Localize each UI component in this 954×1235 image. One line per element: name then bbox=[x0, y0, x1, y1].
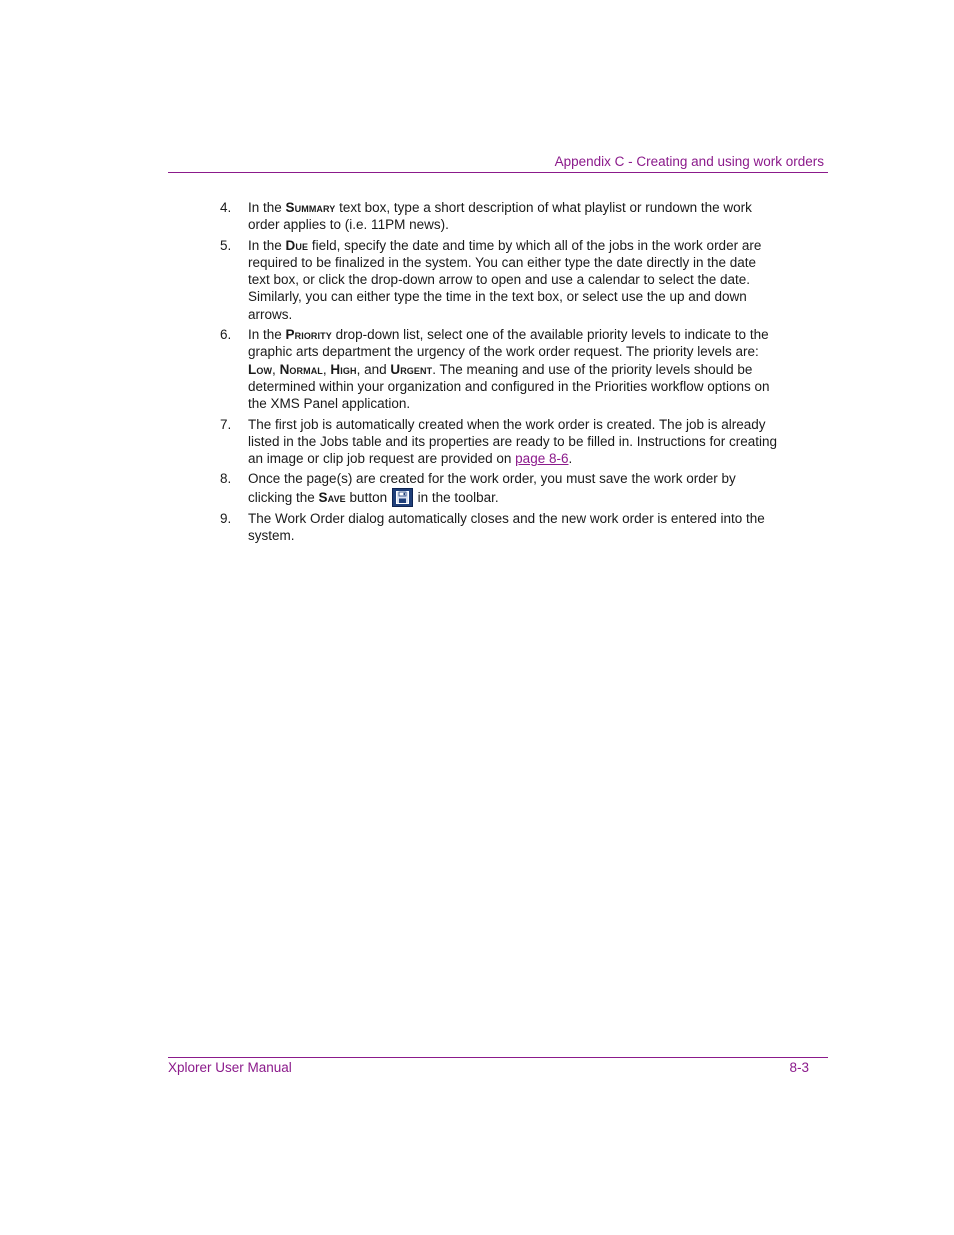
step-number: 4. bbox=[220, 200, 232, 215]
step-text: , bbox=[272, 361, 280, 377]
priority-normal: Normal bbox=[279, 361, 323, 377]
step-text: . The meaning and use of the priority levels should be determined within your organization and configured in the Priorities workflow options on the XMS Panel application. bbox=[248, 361, 770, 412]
running-header: Appendix C - Creating and using work orders bbox=[554, 154, 824, 169]
step-number: 7. bbox=[220, 416, 232, 432]
step-text: , and bbox=[356, 361, 391, 377]
priority-low: Low bbox=[248, 361, 273, 377]
step-text: in the toolbar. bbox=[413, 489, 499, 505]
instruction-steps bbox=[220, 199, 780, 547]
step-text: In the bbox=[248, 200, 286, 215]
step-number: 8. bbox=[220, 471, 232, 487]
step-text: drop-down list, select one of the available priority levels to indicate to the graphic arts department the urgency of the work order request. The priority levels are: bbox=[248, 327, 769, 360]
step-8 bbox=[220, 470, 780, 506]
step-text: , bbox=[322, 361, 331, 377]
step-number: 6. bbox=[220, 327, 232, 343]
step-text: field, specify the date and time by which all of the jobs in the work order are required to be finalized in the system. You can either type the date directly in the date text box, or click the drop-down arrow to open and use a calendar to select the date. Similarly, you can either type the time in the text box, or select use the up and down arrows. bbox=[248, 237, 762, 322]
step-text: text box, type a short description of what playlist or rundown the work order applies to (i.e. 11PM news). bbox=[248, 200, 752, 233]
footer-rule bbox=[168, 1057, 828, 1058]
priority-high: High bbox=[330, 361, 357, 377]
step-9 bbox=[220, 510, 780, 545]
page-link[interactable]: page 8-6 bbox=[515, 451, 569, 467]
header-rule bbox=[168, 172, 828, 173]
ui-term-summary: Summary bbox=[285, 200, 336, 215]
save-icon bbox=[392, 488, 413, 507]
step-text: In the bbox=[248, 327, 286, 343]
step-text: In the bbox=[248, 237, 286, 253]
step-text: . bbox=[568, 451, 573, 467]
step-text: Once the page(s) are created for the work order, you must save the work order by clicking the bbox=[248, 471, 736, 505]
step-6 bbox=[220, 326, 780, 412]
step-number: 9. bbox=[220, 510, 232, 526]
step-5 bbox=[220, 237, 780, 323]
step-number: 5. bbox=[220, 237, 232, 253]
step-text: The first job is automatically created when the work order is created. The job is already listed in the Jobs table and its properties are ready to be filled in. Instructions for creating an image or clip job request are provided on bbox=[248, 416, 778, 467]
step-7 bbox=[220, 416, 780, 468]
manual-title: Xplorer User Manual bbox=[168, 1060, 292, 1075]
priority-urgent: Urgent bbox=[390, 361, 433, 377]
ui-term-priority: Priority bbox=[285, 327, 332, 343]
page-number: 8-3 bbox=[789, 1060, 809, 1075]
step-4 bbox=[220, 199, 780, 234]
step-text: The Work Order dialog automatically closes and the new work order is entered into the system. bbox=[248, 510, 765, 544]
ui-term-due: Due bbox=[285, 237, 309, 253]
ui-term-save: Save bbox=[318, 489, 346, 505]
step-text: button bbox=[345, 489, 391, 505]
